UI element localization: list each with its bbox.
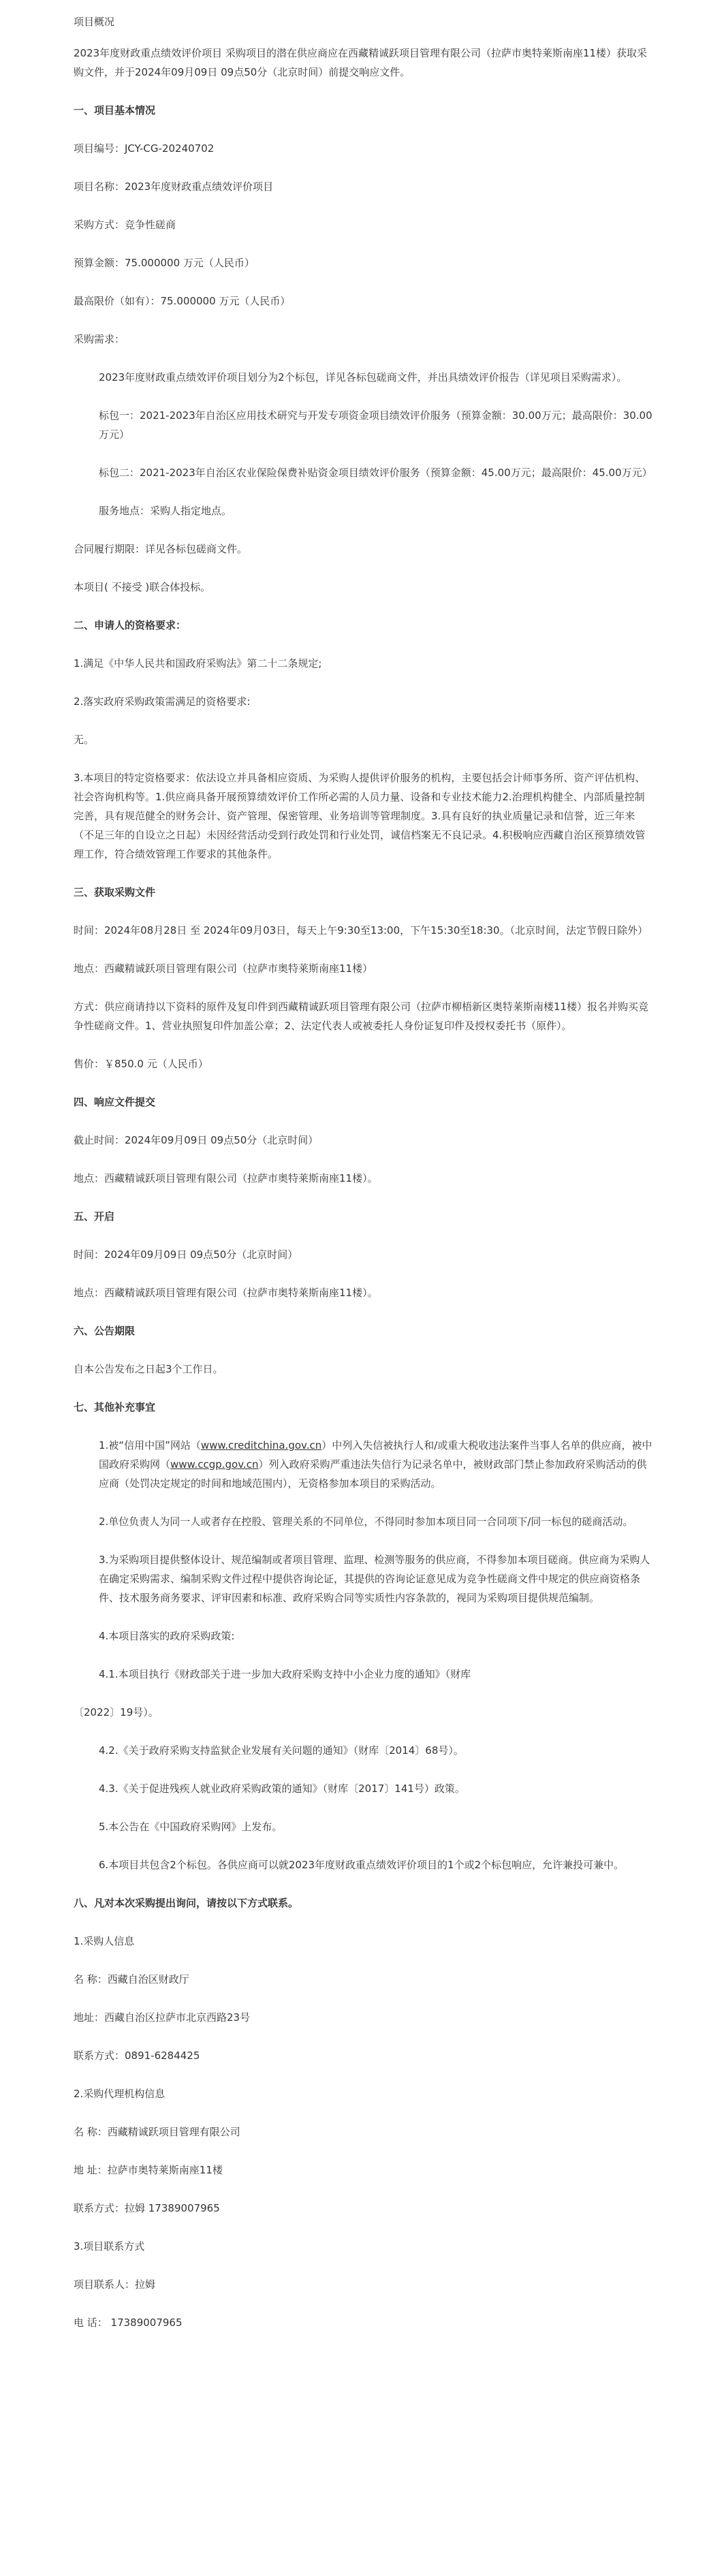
buyer-title: 1.采购人信息 xyxy=(74,1935,135,1947)
project-contact-phone: 电 话： 17389007965 xyxy=(74,2316,183,2329)
section5-heading: 五、开启 xyxy=(74,1210,115,1223)
qualification-2: 2.落实政府采购政策需满足的资格要求: xyxy=(74,695,251,708)
obtain-time: 时间：2024年08月28日 至 2024年09月03日，每天上午9:30至13:00，下午15:30至18:30。（北京时间，法定节假日除外） xyxy=(74,924,648,937)
supplement-1-part-c: ）列入政府采购严重违法失信行为记录名单中，被财政部门禁止参加政府采购活动的供应商（处罚决定规定的时间和地域范围内），无资格参加本项目的采购活动。 xyxy=(99,1458,647,1490)
procurement-method: 采购方式：竞争性磋商 xyxy=(74,219,176,231)
ccgp-link[interactable]: www.ccgp.gov.cn xyxy=(170,1458,259,1471)
contract-period: 合同履行期限：详见各标包磋商文件。 xyxy=(74,543,248,555)
supplement-2: 2.单位负责人为同一人或者存在控股、管理关系的不同单位，不得同时参加本项目同一合同项下/同一标包的磋商活动。 xyxy=(99,1515,633,1528)
buyer-address: 地址：西藏自治区拉萨市北京西路23号 xyxy=(74,2011,251,2024)
agent-name: 名 称：西藏精诚跃项目管理有限公司 xyxy=(74,2126,240,2138)
supplement-4-3: 4.3.《关于促进残疾人就业政府采购政策的通知》（财库〔2017〕141号）政策。 xyxy=(99,1782,465,1795)
supplement-4-1: 4.1.本项目执行《财政部关于进一步加大政府采购支持中小企业力度的通知》（财库 xyxy=(99,1668,471,1680)
supplement-4: 4.本项目落实的政府采购政策: xyxy=(99,1630,235,1642)
submission-place: 地点：西藏精诚跃项目管理有限公司（拉萨市奥特莱斯南座11楼）。 xyxy=(74,1172,378,1184)
supplement-3: 3.为采购项目提供整体设计、规范编制或者项目管理、监理、检测等服务的供应商，不得参加本项目磋商。供应商为采购人在确定采购需求、编制采购文件过程中提供咨询论证，其提供的咨询论证意见成为竞争性磋商文件中规定的供应商资格条件、技术服务商务要求、评审因素和标准、政府采购合同等实质性内容条款的，视同为采购项目提供规范编制。 xyxy=(99,1554,650,1604)
supplement-6: 6.本项目共包含2个标包。各供应商可以就2023年度财政重点绩效评价项目的1个或2个标包响应，允许兼投可兼中。 xyxy=(99,1859,625,1871)
qualification-none: 无。 xyxy=(74,734,95,746)
demand-text: 2023年度财政重点绩效评价项目划分为2个标包，详见各标包磋商文件，并出具绩效评价报告（详见项目采购需求）。 xyxy=(99,371,627,383)
section7-heading: 七、其他补充事宜 xyxy=(74,1401,156,1413)
supplement-1-part-b: ）中列入失信被执行人和/或重大税收违法案件当事人名单的供应商，被中国政府采购网（ xyxy=(99,1439,652,1471)
section2-heading: 二、申请人的资格要求： xyxy=(74,619,187,631)
project-contact-title: 3.项目联系方式 xyxy=(74,2240,145,2252)
overview-title: 项目概况 xyxy=(74,16,115,28)
section1-heading: 一、项目基本情况 xyxy=(74,104,156,116)
lot-1: 标包一：2021-2023年自治区应用技术研究与开发专项资金项目绩效评价服务（预算金额：30.00万元；最高限价：30.00万元） xyxy=(99,409,652,441)
supplement-1-part-a: 1.被“信用中国”网站（ xyxy=(99,1439,201,1451)
project-name: 项目名称：2023年度财政重点绩效评价项目 xyxy=(74,180,274,193)
overview-text: 2023年度财政重点绩效评价项目 采购项目的潜在供应商应在西藏精诚跃项目管理有限公司（拉萨市奥特莱斯南座11楼）获取采购文件，并于2024年09月09日 09点50分（北京时间）前提交响应文件。 xyxy=(74,47,648,78)
qualification-1: 1.满足《中华人民共和国政府采购法》第二十二条规定; xyxy=(74,657,322,670)
qualification-3: 3.本项目的特定资格要求：依法设立并具备相应资质、为采购人提供评价服务的机构，主要包括会计师事务所、资产评估机构、社会咨询机构等。1.供应商具备开展预算绩效评价工作所必需的人员力量、设备和专业技术能力2.治理机构健全、内部质量控制完善，具有规范健全的财务会计、资产管理、保密管理、业务培训等管理制度。3.具有良好的执业质量记录和信誉，近三年来（不足三年的自设立之日起）未因经营活动受到行政处罚和行业处罚，诚信档案无不良记录。4.积极响应西藏自治区预算绩效管理工作，符合绩效管理工作要求的其他条件。 xyxy=(74,772,646,860)
submission-deadline: 截止时间：2024年09月09日 09点50分（北京时间） xyxy=(74,1134,319,1146)
agent-address: 地 址：拉萨市奥特莱斯南座11楼 xyxy=(74,2164,223,2176)
section8-heading: 八、凡对本次采购提出询问，请按以下方式联系。 xyxy=(74,1897,299,1909)
lot-2: 标包二：2021-2023年自治区农业保险保费补贴资金项目绩效评价服务（预算金额：45.00万元；最高限价：45.00万元） xyxy=(99,467,652,479)
demand-label: 采购需求： xyxy=(74,333,125,345)
agent-contact: 联系方式：拉姆 17389007965 xyxy=(74,2202,220,2214)
supplement-4-1-cont: 〔2022〕19号）。 xyxy=(74,1706,159,1718)
obtain-method: 方式：供应商请持以下资料的原件及复印件到西藏精诚跃项目管理有限公司（拉萨市柳梧新区奥特莱斯南楼11楼）报名并购买竞争性磋商文件。1、营业执照复印件加盖公章；2、法定代表人或被委托人身份证复印件及授权委托书（原件）。 xyxy=(74,1001,649,1032)
max-price: 最高限价（如有）：75.000000 万元（人民币） xyxy=(74,295,291,307)
buyer-contact: 联系方式：0891-6284425 xyxy=(74,2049,200,2062)
supplement-5: 5.本公告在《中国政府采购网》上发布。 xyxy=(99,1821,283,1833)
consortium-note: 本项目( 不接受 )联合体投标。 xyxy=(74,581,211,593)
supplement-4-2: 4.2.《关于政府采购支持监狱企业发展有关问题的通知》（财库〔2014〕68号）。 xyxy=(99,1744,464,1757)
section6-heading: 六、公告期限 xyxy=(74,1325,136,1337)
opening-place: 地点：西藏精诚跃项目管理有限公司（拉萨市奥特莱斯南座11楼）。 xyxy=(74,1287,378,1299)
section3-heading: 三、获取采购文件 xyxy=(74,886,156,898)
agent-title: 2.采购代理机构信息 xyxy=(74,2088,166,2100)
project-contact-person: 项目联系人：拉姆 xyxy=(74,2278,156,2291)
document-price: 售价：￥850.0 元（人民币） xyxy=(74,1058,208,1070)
notice-period: 自本公告发布之日起3个工作日。 xyxy=(74,1363,223,1375)
obtain-place: 地点：西藏精诚跃项目管理有限公司（拉萨市奥特莱斯南座11楼） xyxy=(74,962,373,975)
credit-china-link[interactable]: www.creditchina.gov.cn xyxy=(200,1439,322,1451)
service-place: 服务地点：采购人指定地点。 xyxy=(99,505,232,517)
budget-amount: 预算金额：75.000000 万元（人民币） xyxy=(74,257,255,269)
opening-time: 时间：2024年09月09日 09点50分（北京时间） xyxy=(74,1248,298,1261)
project-number: 项目编号：JCY-CG-20240702 xyxy=(74,142,215,155)
section4-heading: 四、响应文件提交 xyxy=(74,1096,156,1108)
buyer-name: 名 称：西藏自治区财政厅 xyxy=(74,1973,189,1985)
supplement-1 xyxy=(74,1436,655,1493)
